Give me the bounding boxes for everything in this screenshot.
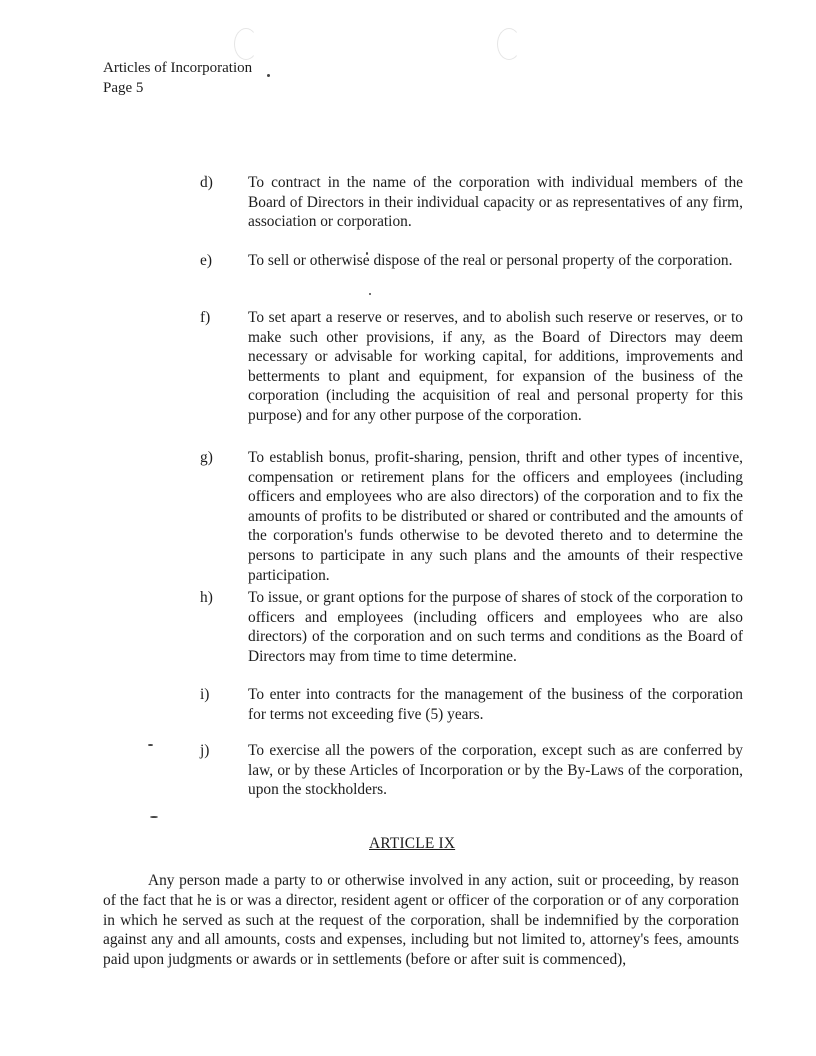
list-item	[200, 308, 743, 426]
item-label: h)	[200, 589, 213, 606]
item-label: j)	[200, 742, 210, 759]
list-item	[200, 251, 743, 271]
scan-speck	[150, 816, 158, 818]
article-heading: ARTICLE IX	[369, 835, 456, 852]
punch-hole-mark	[497, 28, 521, 60]
item-label: f)	[200, 309, 211, 326]
list-item	[200, 448, 743, 585]
item-label: e)	[200, 252, 212, 269]
list-item	[200, 588, 743, 666]
page-number: Page 5	[103, 80, 144, 96]
scan-speck	[267, 74, 270, 77]
item-label: i)	[200, 686, 210, 703]
item-text: To exercise all the powers of the corporation, except such as are conferred by law, or by these Articles of Incorporation or by the By-Laws of the corporation, upon the stockholders.	[248, 742, 743, 799]
item-text: To contract in the name of the corporation with individual members of the Board of Directors in their individual capacity or as representatives of any firm, association or corporation.	[248, 174, 743, 231]
item-text: To set apart a reserve or reserves, and to abolish such reserve or reserves, or to make such other provisions, if any, as the Board of Directors may deem necessary or advisable for working capital, for additions, improvements and betterments to plant and equipment, for expansion of the business of the corporation (including the acquisition of real and personal property for this purpose) and for any other purpose of the corporation.	[248, 309, 743, 424]
scan-speck	[369, 293, 371, 295]
punch-hole-mark	[234, 28, 258, 60]
scan-speck	[148, 744, 153, 746]
item-label: d)	[200, 174, 213, 191]
item-text: To sell or otherwise dispose of the real or personal property of the corporation.	[248, 252, 733, 269]
page-header	[103, 58, 252, 98]
article-paragraph: Any person made a party to or otherwise involved in any action, suit or proceeding, by reason of the fact that he is or was a director, resident agent or officer of the corporation or of any corporation in which he served as such at the request of the corporation, shall be indemnified by the corporation against any and all amounts, costs and expenses, including but not limited to, attorney's fees, amounts paid upon judgments or awards or in settlements (before or after suit is commenced),	[103, 872, 739, 969]
item-label: g)	[200, 449, 213, 466]
item-text: To enter into contracts for the management of the business of the corporation for terms not exceeding five (5) years.	[248, 686, 743, 723]
list-item	[200, 741, 743, 800]
item-text: To establish bonus, profit-sharing, pension, thrift and other types of incentive, compensation or retirement plans for the officers and employees (including officers and employees who are also directors) of the corporation and to fix the amounts of profits to be distributed or shared or contributed and the amounts of the corporation's funds otherwise to be devoted thereto and to determine the persons to participate in any such plans and the amounts of their respective participation.	[248, 449, 743, 584]
item-text: To issue, or grant options for the purpose of shares of stock of the corporation to officers and employees (including officers and employees who are also directors) of the corporation and on such terms and conditions as the Board of Directors may from time to time determine.	[248, 589, 743, 665]
document-title: Articles of Incorporation	[103, 60, 253, 76]
list-item	[200, 685, 743, 724]
list-item	[200, 173, 743, 232]
